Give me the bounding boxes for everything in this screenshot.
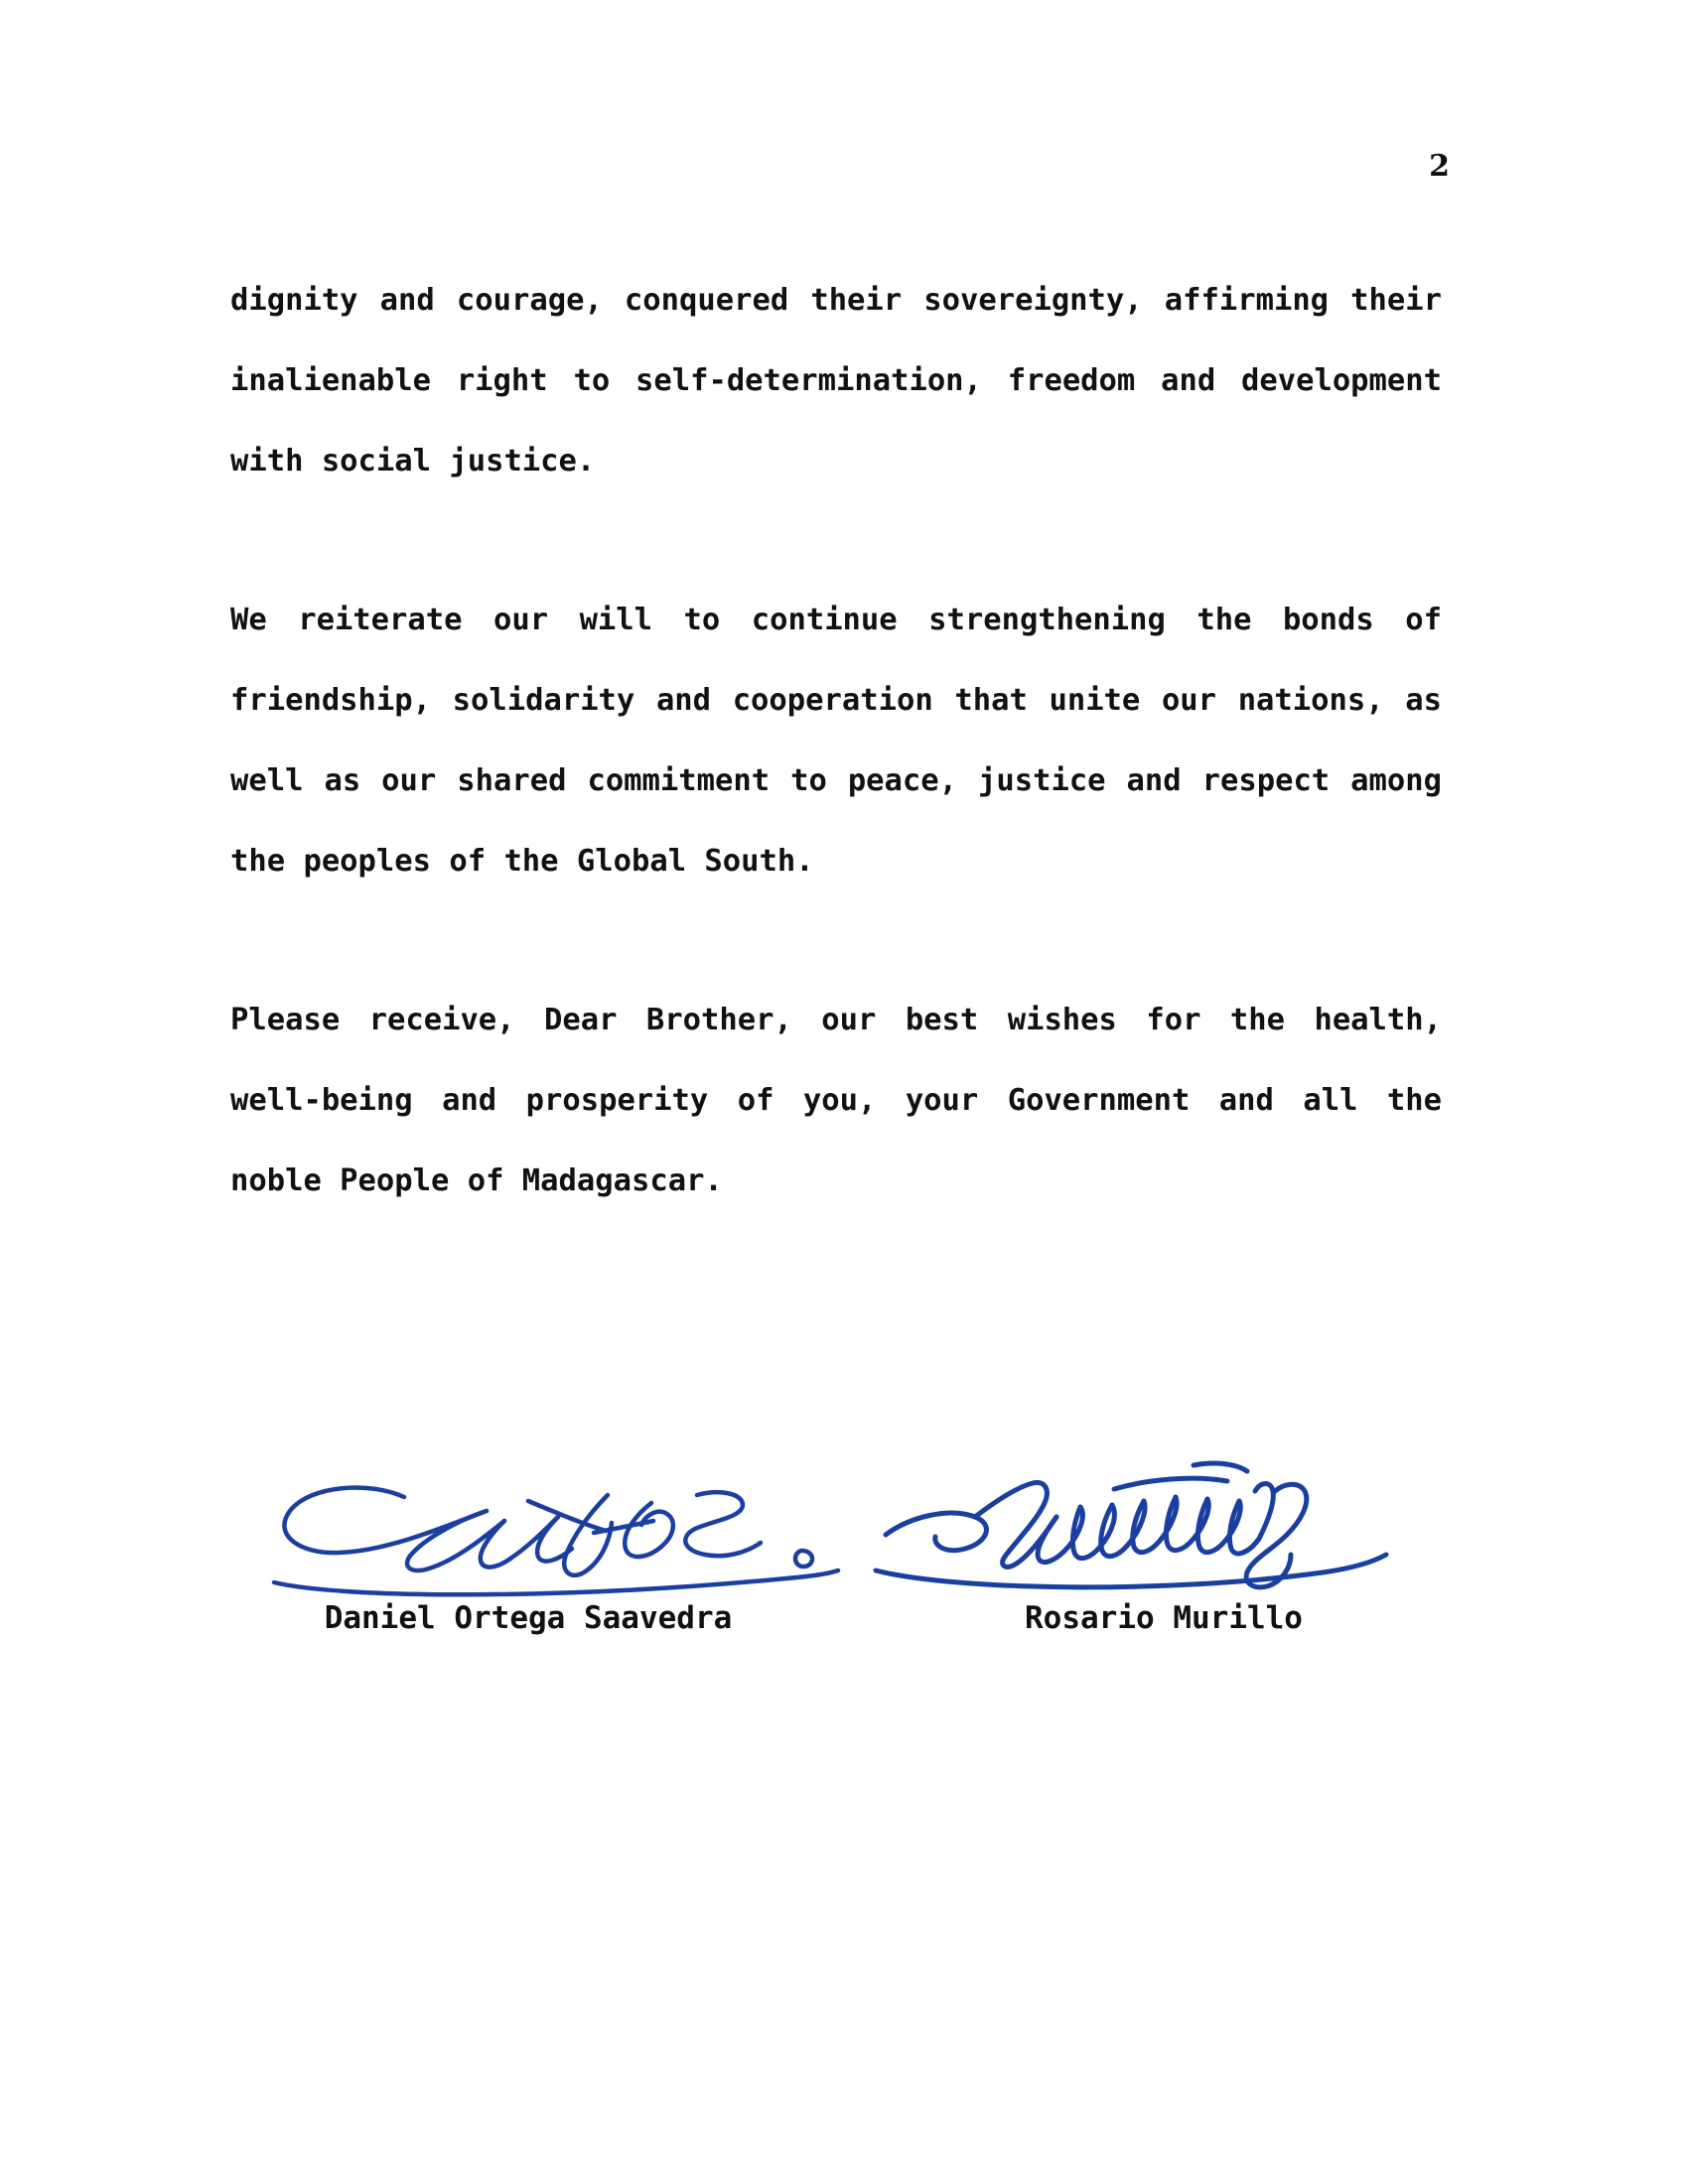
signature-daniel-ortega-saavedra [230, 1459, 826, 1648]
letter-body [230, 260, 1461, 1221]
signature-rosario-murillo [866, 1459, 1462, 1648]
paragraph: We reiterate our will to continue strengthening the bonds of friendship, solidarity and cooperation that unite our nations, as well as our shared commitment to peace, justice and respect among the peoples of the Global South. [230, 603, 1461, 879]
paragraph: Please receive, Dear Brother, our best wishes for the health, well-being and prosperity of you, your Government and all the noble People of Madagascar. [230, 1003, 1461, 1198]
paragraph: dignity and courage, conquered their sovereignty, affirming their inalienable right to self-determination, freedom and development with social justice. [230, 283, 1461, 478]
page-number: 2 [1429, 149, 1450, 184]
signature-mark-icon [866, 1459, 1452, 1608]
signature-block [230, 1459, 1452, 1658]
signatory-name: Daniel Ortega Saavedra [324, 1600, 733, 1636]
signatory-name: Rosario Murillo [1025, 1600, 1303, 1636]
signature-mark-icon [230, 1459, 846, 1608]
